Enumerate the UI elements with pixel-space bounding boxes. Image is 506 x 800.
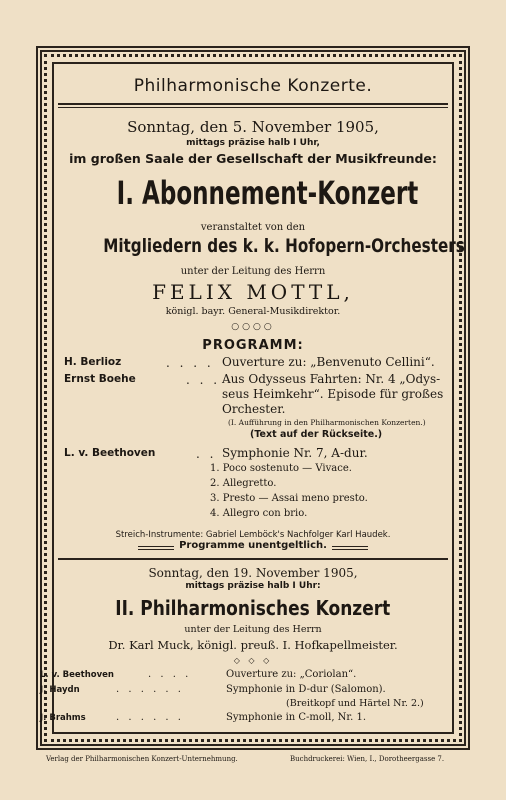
first-performance-note: (I. Aufführung in den Philharmonischen Konzerten.) xyxy=(228,418,426,427)
program-work: Symphonie in D-dur (Salomon). xyxy=(226,684,386,695)
program-dots: . . . xyxy=(186,373,221,387)
program-composer: J. Haydn xyxy=(40,685,80,695)
program-work-line2: (Breitkopf und Härtel Nr. 2.) xyxy=(286,698,424,709)
concert1-orchestra: Mitgliedern des k. k. Hofopern-Orchesters xyxy=(103,235,465,257)
concert1-conductor: FELIX MOTTL, xyxy=(152,280,354,304)
series-title: Philharmonische Konzerte. xyxy=(133,76,373,96)
concert2-date: Sonntag, den 19. November 1905, xyxy=(148,566,358,580)
ornament-diamonds: ◇ ◇ ◇ xyxy=(233,656,273,665)
program-dots: . . . . xyxy=(148,669,192,680)
program-composer: L. v. Beethoven xyxy=(40,670,114,680)
concert2-time: mittags präzise halb I Uhr: xyxy=(185,581,321,591)
program-composer: Ernst Boehe xyxy=(64,373,136,385)
concert1-organized-by: veranstaltet von den xyxy=(200,222,306,233)
program-work: Aus Odysseus Fahrten: Nr. 4 „Odys- xyxy=(222,372,441,386)
ornament-circles: ○○○○ xyxy=(231,322,275,332)
instruments-label: Streich-Instrumente: Gabriel Lemböck's Nachfolger Karl Haudek. xyxy=(115,530,391,540)
concert1-date: Sonntag, den 5. November 1905, xyxy=(127,118,379,136)
double-rule-right xyxy=(332,546,368,547)
concert1-time: mittags präzise halb I Uhr, xyxy=(186,138,320,148)
program-work: Ouverture zu: „Benvenuto Cellini“. xyxy=(222,355,435,369)
concert2-direction-intro: unter der Leitung des Herrn xyxy=(184,624,322,635)
double-rule-right xyxy=(332,549,368,550)
footer-publisher: Verlag der Philharmonischen Konzert-Unternehmung. xyxy=(46,755,238,763)
concert2-conductor: Dr. Karl Muck, königl. preuß. I. Hofkapellmeister. xyxy=(108,638,398,652)
concert2-title: II. Philharmonisches Konzert xyxy=(115,596,391,620)
program-work: Symphonie in C-moll, Nr. 1. xyxy=(226,712,367,723)
concert1-direction-intro: unter der Leitung des Herrn xyxy=(180,266,326,277)
header-rule-thin xyxy=(58,107,448,108)
footer-printer: Buchdruckerei: Wien, I., Dorotheergasse 7. xyxy=(290,755,445,763)
program-dots: . . xyxy=(196,447,217,461)
program-composer: L. v. Beethoven xyxy=(64,447,156,459)
program-dots: . . . . . . xyxy=(116,712,184,723)
program-work-line2: seus Heimkehr“. Episode für großes xyxy=(222,387,444,401)
concert1-title: I. Abonnement-Konzert xyxy=(116,174,419,212)
program-dots: . . . . xyxy=(166,356,214,370)
concert1-venue: im großen Saale der Gesellschaft der Musikfreunde: xyxy=(69,151,437,166)
movement: 2. Allegretto. xyxy=(210,478,277,489)
program-sheet xyxy=(40,66,465,728)
program-heading: PROGRAMM: xyxy=(202,338,304,353)
text-note: (Text auf der Rückseite.) xyxy=(250,429,383,440)
concert1-conductor-title: königl. bayr. General-Musikdirektor. xyxy=(165,306,341,317)
header-rule xyxy=(58,103,448,105)
program-composer: H. Berlioz xyxy=(64,356,122,368)
movement: 4. Allegro con brio. xyxy=(210,508,308,519)
program-work: Symphonie Nr. 7, A-dur. xyxy=(222,446,368,460)
movement: 3. Presto — Assai meno presto. xyxy=(210,493,368,504)
section-divider xyxy=(58,558,448,560)
program-work-line3: Orchester. xyxy=(222,402,286,416)
movement: 1. Poco sostenuto — Vivace. xyxy=(210,463,352,474)
program-dots: . . . . . . xyxy=(116,684,184,695)
program-work: Ouverture zu: „Coriolan“. xyxy=(226,669,357,680)
program-composer: J. Brahms xyxy=(40,713,86,723)
free-program: Programme unentgeltlich. xyxy=(179,540,327,551)
